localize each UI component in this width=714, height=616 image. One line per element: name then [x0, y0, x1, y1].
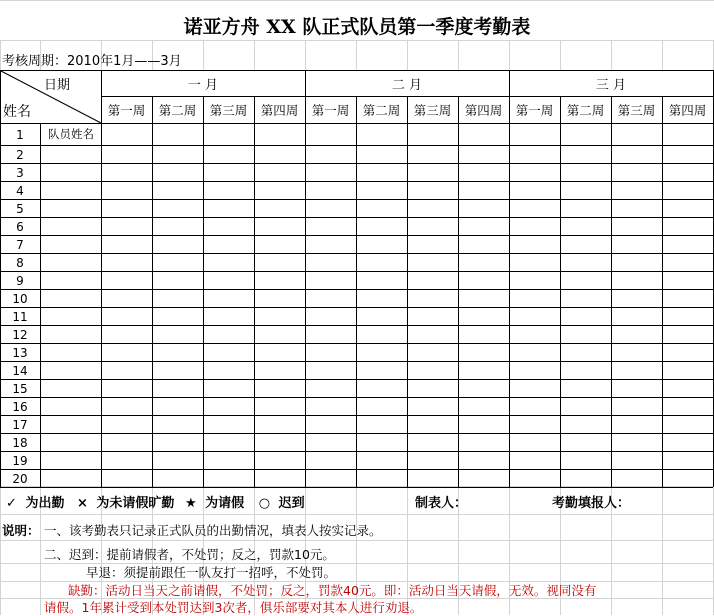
week-header: 第二周: [566, 103, 605, 118]
row-number: 13: [12, 345, 28, 360]
row-number: 8: [16, 255, 24, 270]
period-label: 考核周期：: [2, 54, 68, 69]
note-item-3-text: 须提前跟任一队友打一招呼，不处罚。: [123, 565, 337, 580]
row-number: 7: [16, 237, 24, 252]
row-number: 6: [16, 219, 24, 234]
legend-late-label: 迟到: [278, 496, 305, 511]
note-item-1: 一、该考勤表只记录正式队员的出勤情况，填表人按实记录。: [44, 523, 382, 538]
row-number: 14: [12, 363, 28, 378]
circle-icon: ○: [258, 496, 271, 511]
row-number: 3: [16, 165, 24, 180]
assessment-period: [2, 50, 182, 69]
week-header: 第一周: [515, 103, 554, 118]
week-header: 第四周: [260, 103, 299, 118]
row-number: 2: [16, 147, 24, 162]
note-item-2-label: 二、迟到：: [44, 547, 107, 562]
week-header: 第四周: [464, 103, 503, 118]
check-icon: ✓: [6, 496, 17, 511]
corner-date-label: 日期: [44, 78, 71, 93]
star-icon: ★: [184, 496, 197, 511]
corner-name-label: 姓名: [3, 104, 31, 120]
note-item-4-line-2: 请假。1年累计受到本处罚达到3次者，俱乐部要对其本人进行劝退。: [44, 600, 423, 615]
legend-attend-label: 为出勤: [25, 496, 65, 511]
cross-icon: ×: [76, 496, 88, 511]
week-header: 第二周: [158, 103, 197, 118]
row-number: 20: [12, 471, 28, 486]
legend-leave-label: 为请假: [205, 496, 245, 511]
row-number: 4: [16, 183, 24, 198]
row-number: 11: [12, 309, 28, 324]
week-header: 第一周: [311, 103, 350, 118]
week-header: 第四周: [668, 103, 707, 118]
maker-signature-label: 制表人：: [415, 496, 468, 511]
row-number: 19: [12, 453, 28, 468]
week-header: 第三周: [413, 103, 452, 118]
month-header-2: 二 月: [391, 78, 423, 93]
week-header: 第三周: [617, 103, 656, 118]
note-item-2: [44, 545, 335, 563]
legend-absent-label: 为未请假旷勤: [96, 496, 175, 511]
note-item-2-text: 提前请假者，不处罚；反之，罚款10元。: [106, 547, 335, 562]
week-header: 第三周: [209, 103, 248, 118]
note-item-3: [86, 563, 336, 581]
row-number: 17: [12, 417, 28, 432]
period-value: 2010年1月——3月: [67, 54, 182, 69]
row-number: 5: [16, 201, 24, 216]
month-header-3: 三 月: [595, 78, 627, 93]
week-header: 第一周: [107, 103, 146, 118]
filler-signature-label: 考勤填报人：: [552, 496, 631, 511]
row-number: 9: [16, 273, 24, 288]
legend-bar: [6, 492, 305, 511]
row-number: 12: [12, 327, 28, 342]
month-header-1: 一 月: [187, 78, 219, 93]
row-number: 10: [12, 291, 28, 306]
row-number: 16: [12, 399, 28, 414]
note-item-3-label: 早退：: [86, 565, 124, 580]
page-title: 诺亚方舟 XX 队正式队员第一季度考勤表: [183, 16, 531, 38]
week-header: 第二周: [362, 103, 401, 118]
notes-label: 说明：: [2, 523, 40, 538]
note-item-4-line-1: 缺勤：活动日当天之前请假，不处罚；反之，罚款40元。即：活动日当天请假，无效。视同没有: [68, 583, 597, 598]
row-number: 15: [12, 381, 28, 396]
member-name-header: 队员姓名: [48, 127, 94, 141]
row-number: 18: [12, 435, 28, 450]
row-number: 1: [16, 127, 24, 142]
